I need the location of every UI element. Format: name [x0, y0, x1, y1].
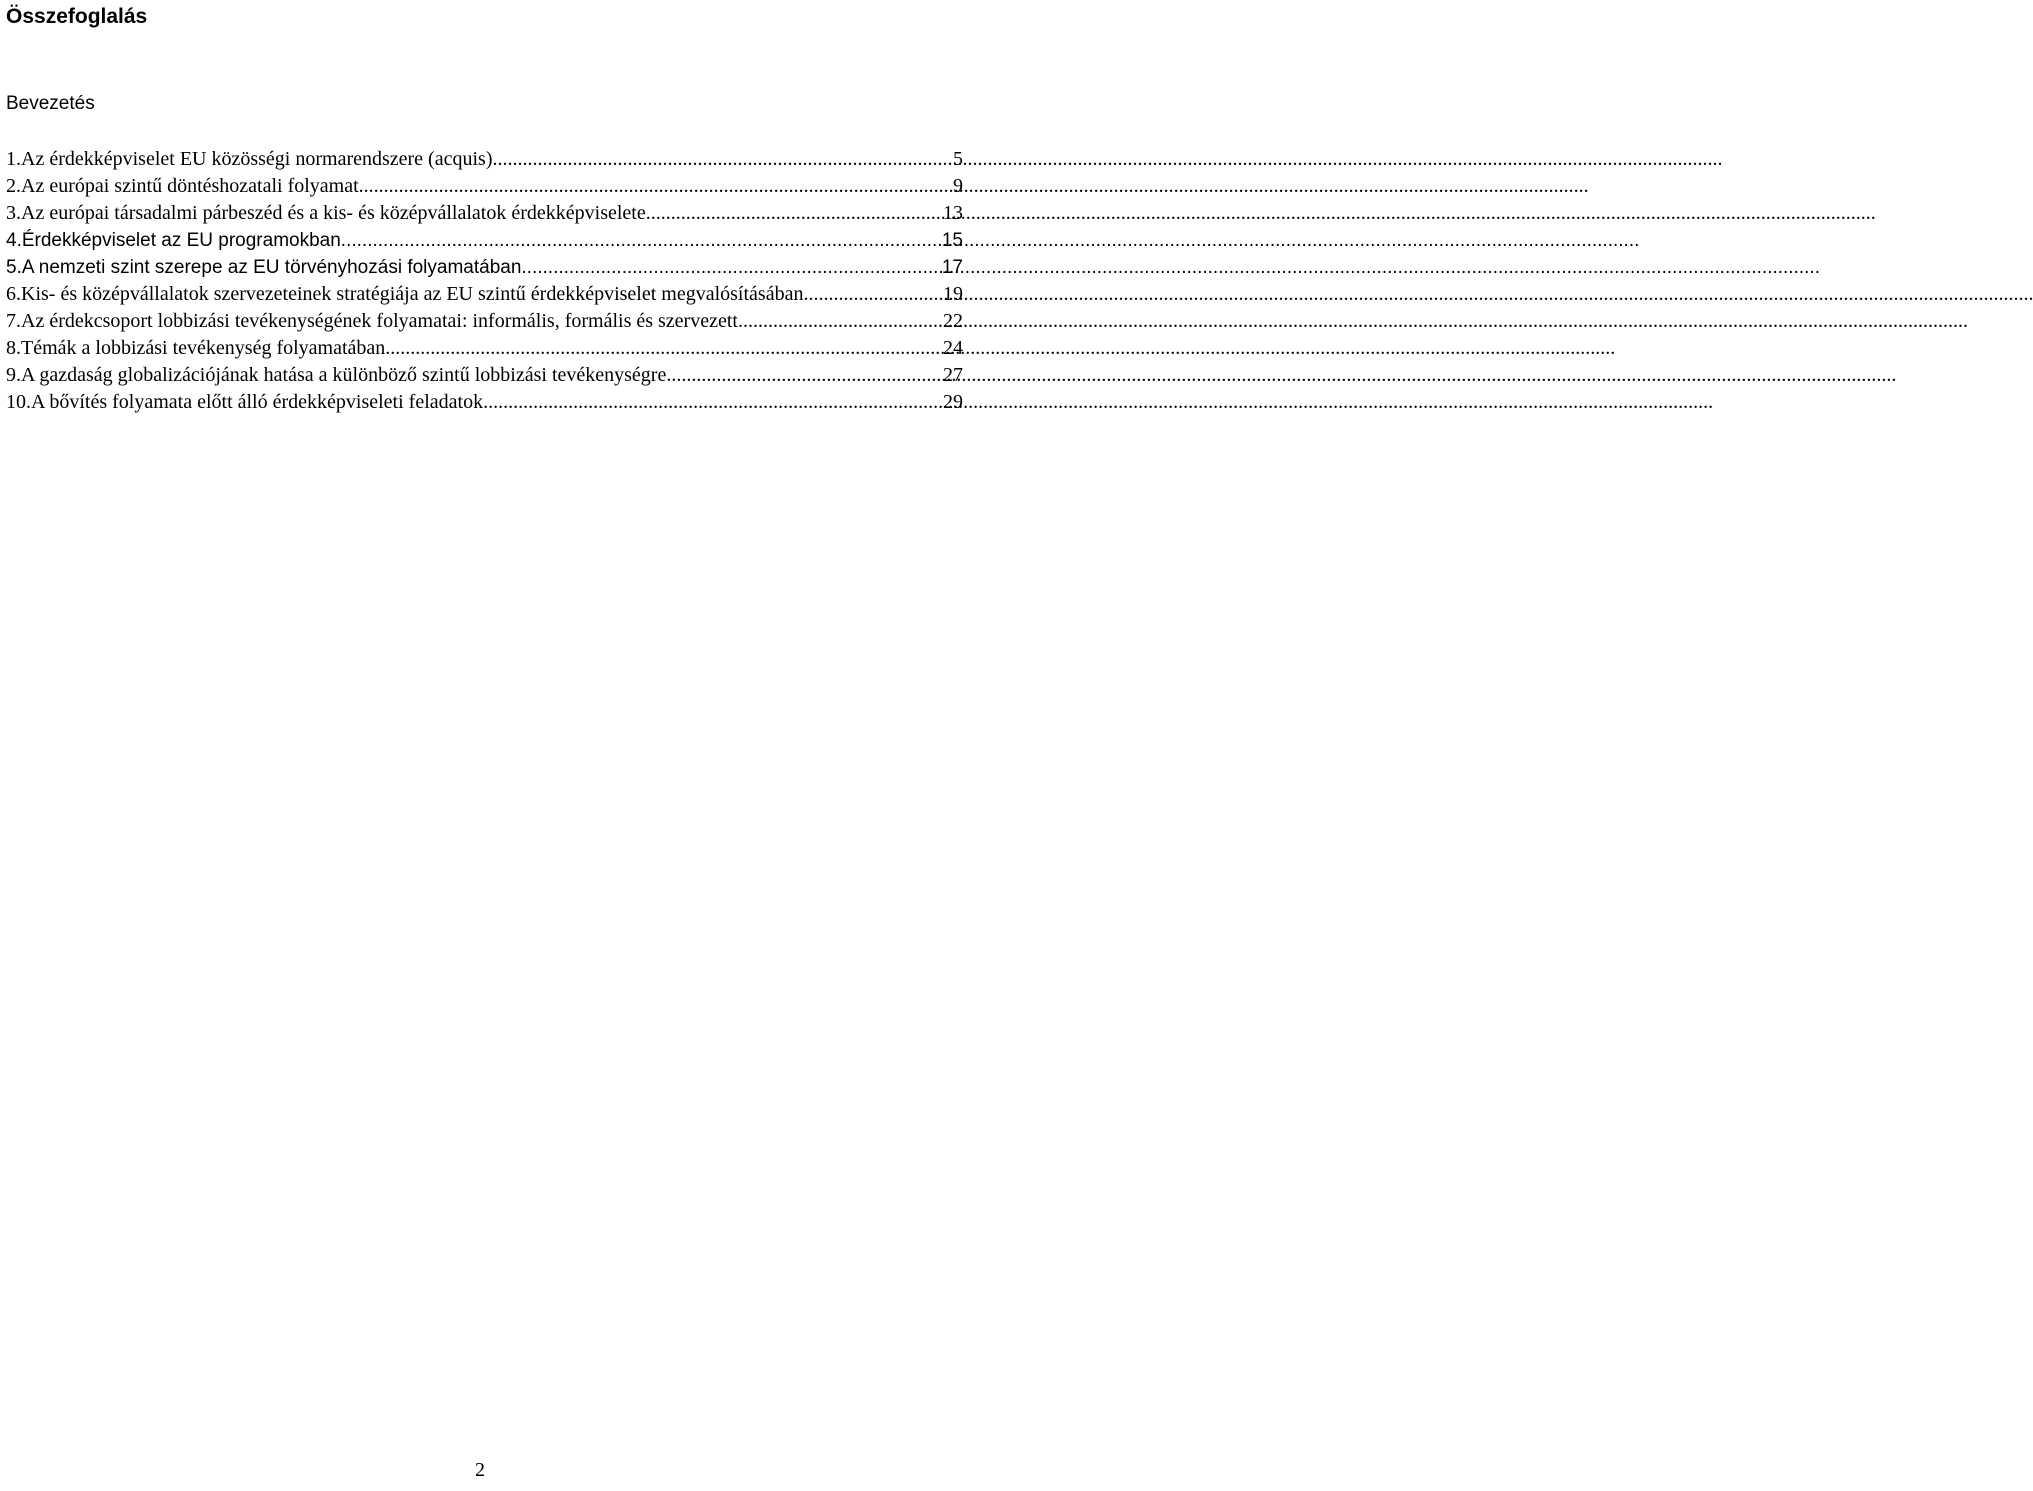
toc-entry-number: 10.	[6, 391, 31, 413]
toc-dot-leader	[385, 335, 941, 362]
toc-entry-page: 27	[943, 364, 963, 386]
toc-entry-title: Az európai szintű döntéshozatali folyamat	[21, 175, 359, 197]
toc-intro-item: Bevezetés	[6, 93, 95, 114]
toc-entry-page: 17	[941, 257, 963, 278]
toc-entry-page: 29	[943, 391, 963, 413]
toc-entry-4[interactable]	[6, 227, 963, 254]
toc-dot-leader	[666, 362, 941, 389]
toc-dot-leader	[803, 281, 941, 308]
toc-dot-leader	[359, 173, 951, 200]
toc-dot-leader	[492, 146, 951, 173]
toc-entry-number: 8.	[6, 337, 21, 359]
toc-entry-title: A gazdaság globalizációjának hatása a különböző szintű lobbizási tevékenységre	[21, 364, 667, 386]
toc-entry-3[interactable]	[6, 200, 963, 227]
toc-entry-number: 2.	[6, 175, 21, 197]
toc-entry-title: Az érdekképviselet EU közösségi normarendszere (acquis)	[21, 148, 493, 170]
toc-entry-number: 6.	[6, 283, 21, 305]
toc-entry-5[interactable]	[6, 254, 963, 281]
toc-entry-page: 22	[943, 310, 963, 332]
toc-entry-page: 9	[953, 175, 963, 197]
toc-entry-7[interactable]	[6, 308, 963, 335]
toc-entry-number: 9.	[6, 364, 21, 386]
toc-entry-title: A nemzeti szint szerepe az EU törvényhozási folyamatában	[21, 257, 522, 278]
toc-entry-title: Az érdekcsoport lobbizási tevékenységének folyamatai: informális, formális és szervezett	[21, 310, 738, 332]
toc-entry-number: 5.	[6, 257, 22, 278]
toc-entry-page: 15	[941, 230, 963, 251]
toc-entry-number: 1.	[6, 148, 21, 170]
page-title: Összefoglalás	[6, 5, 148, 28]
toc-entry-8[interactable]	[6, 335, 963, 362]
toc-entry-number: 7.	[6, 310, 21, 332]
toc-dot-leader	[521, 254, 939, 281]
toc-entry-page: 19	[943, 283, 963, 305]
toc-dot-leader	[341, 227, 940, 254]
toc-entry-6[interactable]	[6, 281, 963, 308]
toc-entry-page: 24	[943, 337, 963, 359]
toc-entry-9[interactable]	[6, 362, 963, 389]
toc-entry-number: 3.	[6, 202, 21, 224]
toc-dot-leader	[483, 389, 941, 416]
toc-entry-title: A bővítés folyamata előtt álló érdekképviseleti feladatok	[31, 391, 484, 413]
toc-entry-page: 5	[953, 148, 963, 170]
toc-entry-title: Kis- és középvállalatok szervezeteinek stratégiája az EU szintű érdekképviselet megvalósításában	[21, 283, 804, 305]
toc-entry-title: Az európai társadalmi párbeszéd és a kis- és középvállalatok érdekképviselete	[21, 202, 646, 224]
toc-entry-10[interactable]	[6, 389, 963, 416]
table-of-contents	[6, 146, 963, 416]
page-number: 2	[475, 1459, 485, 1481]
toc-entry-title: Érdekképviselet az EU programokban	[21, 230, 341, 251]
toc-entry-page: 13	[943, 202, 963, 224]
toc-dot-leader	[738, 308, 941, 335]
toc-dot-leader	[646, 200, 941, 227]
toc-entry-title: Témák a lobbizási tevékenység folyamatában	[21, 337, 386, 359]
toc-entry-number: 4.	[6, 230, 22, 251]
toc-entry-2[interactable]	[6, 173, 963, 200]
toc-entry-1[interactable]	[6, 146, 963, 173]
